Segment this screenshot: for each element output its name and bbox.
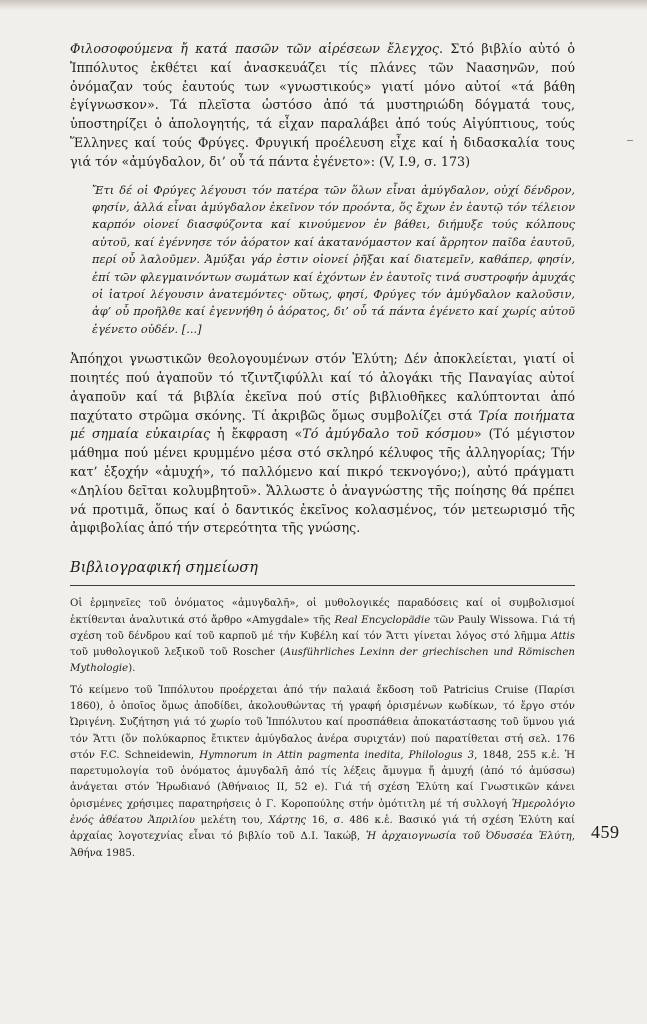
note1-text-a: Οἱ ἑρμηνεῖες τοῦ ὀνόματος «ἀμυγδαλῆ», οἱ μυθολογικές παραδόσεις καί οἱ συμβολισμοί ἐκτίθενται ἀναλυτικά στό ἄρθρο «Amygdale» τῆς [70,598,575,626]
bibliography-heading: Βιβλιογραφική σημείωση [70,560,259,577]
note2-text-a: Τό κείμενο τοῦ Ἱππόλυτου προέρχεται ἀπό τήν παλαιά ἔκδοση τοῦ Patricius Cruise (Παρίσι 1860), ὁ ὁποῖος ὅμως ἀποδίδει, ἀκολουθώντας τή γραφή ὁρισμένων κωδίκων, τό ἔργο στόν Ὠριγένη. Συζήτηση γιά τό χωρίο τοῦ Ἱππόλυτου καί προσπάθεια ἀποκατάστασης τοῦ ὕμνου γιά τόν Ἄττι (ὅν πολύκαρπος ἔτικτεν ἀμύγδαλος ἀνέρα συριχτάν) πού παρατίθεται στή σελ. 176 στόν F.C. Schneidewin, [70,684,575,761]
note2-text-c: μελέτη του, [194,815,269,827]
note1-text-c: τοῦ μυθολογικοῦ λεξικοῦ τοῦ Roscher ( [70,647,284,659]
note1-title-2: Attis [551,630,575,642]
collection-title: Τρία ποιήματα μέ σημαία εὐκαιρίας [70,407,575,442]
commentary-text-2: ἡ ἔκφραση « [210,426,303,442]
note1-text-b: τῶν Pauly Wissowa. Γιά τή σχέση τοῦ δένδρου καί τοῦ καρποῦ μέ τήν Κυβέλη καί τόν Ἄττι γίνεται λόγος στό λῆμμα [70,614,575,642]
note2-text-e: , Ἀθήνα 1985. [70,831,575,859]
paragraph-commentary [70,350,575,538]
page-top-shadow [0,0,647,10]
note2-text-d: 16, σ. 486 κ.ἑ. Βασικό γιά τή σχέση Ἐλύτη καί ἀρχαίας λογοτεχνίας εἶναι τό βιβλίο τοῦ Δ.Ι. Ἰακώβ, [70,815,575,843]
paragraph-intro [70,40,575,172]
note2-title-1: Hymnorum in Attin pagmenta inedita, Philologus 3 [199,749,475,761]
commentary-text-1: Ἀπόηχοι γνωστικῶν θεολογουμένων στόν Ἐλύτη; Δέν ἀποκλείεται, γιατί οἱ ποιητές πού ἀγαποῦν τό τζιντζιφύλλι καί τό ἀλογάκι τῆς Παναγίας αὐτοί ἀγαποῦν καί τά βιβλία ἐκεῖνα πού στίς βιβλιοθῆκες καλύπτονται ἀπό παχύτατο στρῶμα σκόνης. Τί ἀκριβῶς ὅμως συμβολίζει στά [70,351,575,423]
note1-title-3: Ausführliches Lexinn der griechischen und Römischen Mythologie [70,647,575,675]
margin-mark [627,140,633,141]
note2-text-b: , 1848, 255 κ.ἑ. Ἡ παρετυμολογία τοῦ ὀνόματος ἀμυγδαλῆ ἀπό τίς λέξεις ἄμυγμα ἤ ἀμυχή (ἀπό τό ἀμύσσω) ἀνάγεται στόν Ἡρωδιανό (Ἀθήναιος ΙΙ, 52 e). Γιά τή σχέση Ἐλύτη καί Γνωστικῶν κάνει ὁρισμένες χρήσιμες παρατηρήσεις ὁ Γ. Κοροπούλης στήν ὁμότιτλη μέ τή συλλογή [70,749,575,810]
poem-phrase: Τό ἀμύγδαλο τοῦ κόσμου [302,426,474,442]
book-page [70,40,575,862]
block-quote: Ἔτι δέ οἱ Φρύγες λέγουσι τόν πατέρα τῶν ὅλων εἶναι ἀμύγδαλον, οὐχί δένδρον, φησίν, ἀλλά εἶναι ἀμύγδαλον ἐκεῖνον τόν προόντα, ὅς ἔχων ἐν ἑαυτῷ τόν τέλειον καρπόν οἱονεί διασφύζοντα καί κινούμενον ἐν βάθει, διήμυξε τούς κόλπους αὐτοῦ, καί ἐγέννησε τόν ἀόρατον καί ἀκατανόμαστον καί ἄρρητον παῖδα ἑαυτοῦ, περί οὗ λαλοῦμεν. Ἀμύξαι γάρ ἐστιν οἱονεί ῥῆξαι καί διατεμεῖν, καθάπερ, φησίν, ἐπί τῶν φλεγμαινόντων σωμάτων καί ἐχόντων ἐν ἑαυτοῖς τινά συστροφήν ἀμυχάς οἱ ἰατροί λέγουσιν ἀνατεμόντες· οὕτως, φησί, Φρύγες τόν ἀμύγδαλον καλοῦσιν, ἀφ’ οὗ προῆλθε καί ἐγεννήθη ὁ ἀόρατος, δι’ οὗ τά πάντα ἐγένετο καί χωρίς αὐτοῦ ἐγένετο οὐδέν. [...] [92,182,575,336]
bibliography-note-2 [70,683,575,862]
commentary-text-3: » (Τό μέγιστον μάθημα πού μένει κρυμμένο μέσα στό σκληρό κέλυφος τῆς ἀλληγορίας; Τήν κατ’ ἐξοχήν «ἀμυχή», τό παλλόμενο καί πικρό τεκνογόνο;), αὐτό πράγματι «Δηλίου δεῖται κολυμβητοῦ». Ἄλλωστε ὁ ἀναγνώστης τῆς ποίησης θά πρέπει νά προτιμᾶ, ὅπως καί ὁ δαντικός ἐκεῖνος κολασμένος, τόν μετεωρισμό τῆς ἀμφιβολίας ἀπό τήν στερεότητα τῆς γνώσης. [70,426,575,536]
bibliography-notes [70,596,575,862]
note2-title-2: Ἡμερολόγιο ἑνός ἀθέατου Ἀπριλίου [70,798,575,827]
paragraph-intro-text: Στό βιβλίο αὐτό ὁ Ἱππόλυτος ἐκθέτει καί ἀνασκευάζει τίς πλάνες τῶν Νaασηνῶν, πού ὀνόμαζαν τούς ἑαυτούς των «γνωστικούς» γιατί μόνο αὐτοί «τά βάθη ἐγίγνωσκον». Τά πλεῖστα ὡστόσο ἀπό τά μυστηριώδη δόγματά τους, ὑποστηρίζει ὁ ἀπολογητής, τά εἶχαν παραλάβει ἀπό τούς Αἰγύπτιους, τούς Ἕλληνες καί τούς Φρύγες. Φρυγική προέλευση εἶχε καί ἡ διδασκαλία τους γιά τόν «ἀμύγδαλον, δι’ οὗ τά πάντα ἐγένετο»: (V, I.9, σ. 173) [70,41,575,169]
note1-text-d: ). [128,663,136,675]
heading-rule [70,585,575,586]
note2-title-3: Χάρτης [268,815,307,827]
page-number: 459 [591,822,620,842]
note1-title-1: Real Encyclopädie [334,614,431,626]
note2-title-4: Ἡ ἀρχαιογνωσία τοῦ Ὀδυσσέα Ἐλύτη [365,831,572,843]
work-title: Φιλοσοφούμενα ἤ κατά πασῶν τῶν αἱρέσεων ἔλεγχος. [70,41,443,56]
bibliography-note-1 [70,596,575,677]
